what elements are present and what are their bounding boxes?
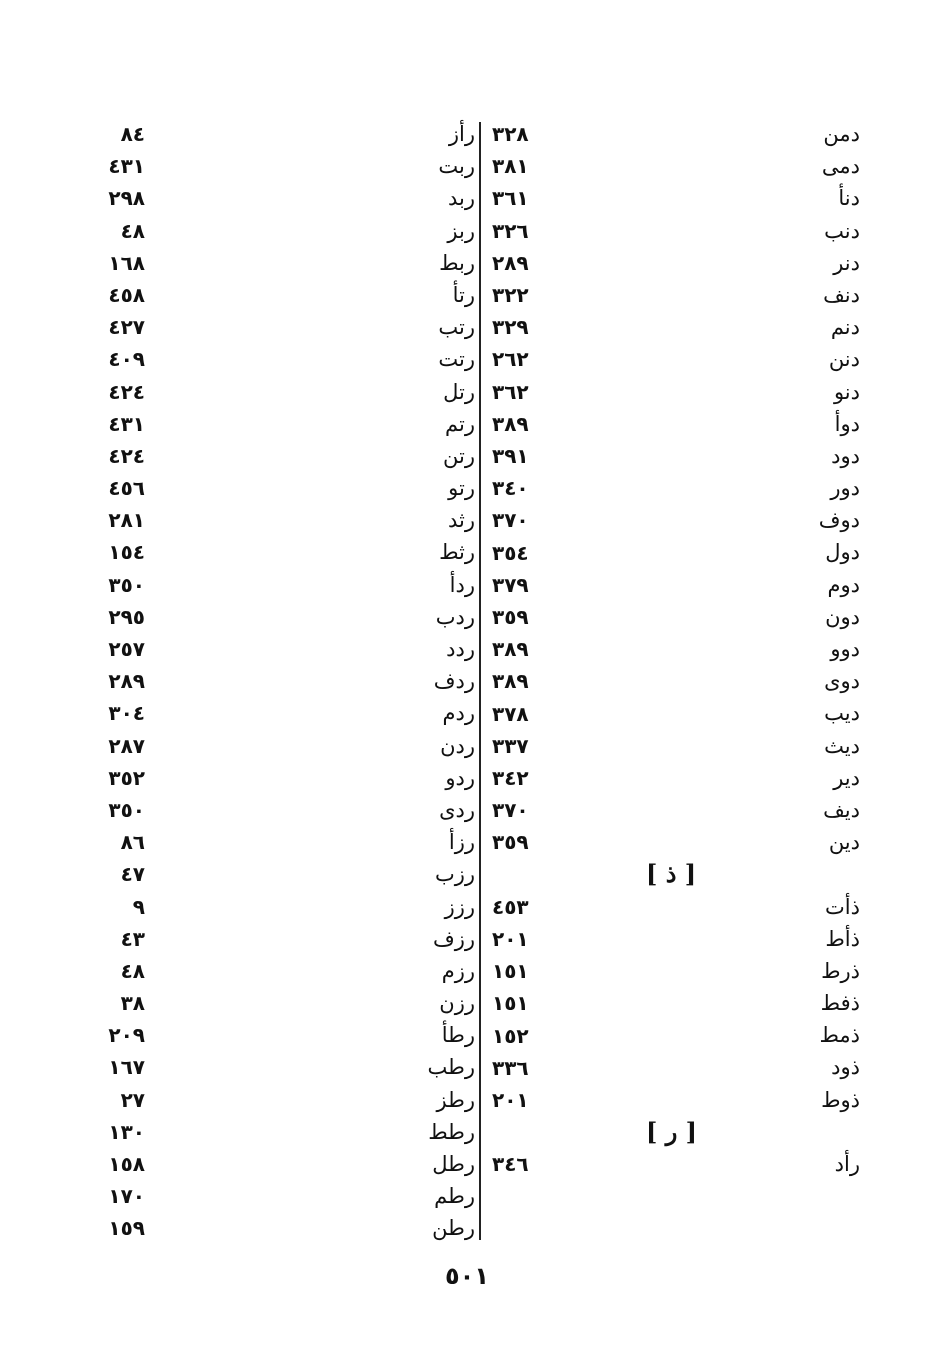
page-ref-number: ٤٣١ xyxy=(108,411,145,436)
root-word: ذفط xyxy=(820,991,860,1016)
root-word: ردو xyxy=(445,765,475,790)
page-ref-number: ٤٣١ xyxy=(108,154,145,179)
index-entry xyxy=(640,826,860,858)
index-entry xyxy=(640,923,860,955)
root-word: ردن xyxy=(440,733,475,758)
index-entry xyxy=(640,665,860,697)
page-ref-number: ٣٢٢ xyxy=(492,283,529,307)
root-word: ربت xyxy=(438,154,475,179)
page-ref-number: ٣٥٠ xyxy=(108,797,145,822)
index-entry xyxy=(640,376,860,408)
index-entry xyxy=(640,1051,860,1083)
index-entry xyxy=(640,601,860,633)
root-word: ردم xyxy=(442,701,475,726)
page-ref-number: ٣٢٦ xyxy=(492,218,529,243)
root-word: رطط xyxy=(428,1119,475,1144)
page-ref-number: ٣٨١ xyxy=(492,154,529,179)
root-word: دنر xyxy=(833,250,860,275)
index-entry xyxy=(640,279,860,311)
page-ref-number: ٣٥٩ xyxy=(492,605,529,629)
root-word: ذأط xyxy=(825,926,860,951)
page-ref-number: ١٧٠ xyxy=(108,1184,145,1209)
root-word: ذوط xyxy=(821,1087,860,1112)
page-ref-number: ٨٦ xyxy=(120,830,145,855)
page-ref-number: ١٥١ xyxy=(492,959,529,984)
root-word: رزف xyxy=(432,926,475,951)
page-ref-number: ٤٨ xyxy=(120,218,145,243)
page-ref-number: ٣٥٩ xyxy=(492,830,529,855)
page-ref-number: ٣٩١ xyxy=(492,444,529,468)
page-ref-number: ٢٨١ xyxy=(108,508,145,533)
root-word: ردد xyxy=(446,637,475,661)
column-divider xyxy=(479,122,481,1240)
root-word: ديب xyxy=(824,701,860,726)
root-word: رثط xyxy=(439,540,475,565)
root-word: رتم xyxy=(445,411,475,436)
index-entry xyxy=(640,730,860,762)
page-ref-number: ٣٢٩ xyxy=(492,315,529,340)
page-ref-number: ٢٩٥ xyxy=(108,604,145,629)
page-ref-number: ٤٣ xyxy=(120,926,145,951)
page-ref-number: ٣٥٠ xyxy=(108,572,145,597)
page-ref-number: ١٥٨ xyxy=(108,1152,145,1176)
page-ref-number: ٢٦٢ xyxy=(492,347,529,372)
page-ref-number: ٤٨ xyxy=(120,958,145,983)
page-ref-number: ٤٠٩ xyxy=(108,347,145,372)
page-ref-number: ٣٧٨ xyxy=(492,701,529,726)
page-ref-number: ٣٤٠ xyxy=(492,476,529,501)
page-ref-number: ٣٤٦ xyxy=(492,1152,529,1177)
root-word: ردى xyxy=(439,797,475,822)
page-ref-number: ٣٧٠ xyxy=(492,798,529,823)
page-ref-number: ١٦٧ xyxy=(108,1055,145,1080)
page-ref-number: ١٥١ xyxy=(492,991,529,1016)
page-ref-number: ٢٨٩ xyxy=(108,669,145,694)
page-ref-number: ١٥٢ xyxy=(492,1023,529,1048)
index-entry xyxy=(640,987,860,1019)
root-word: دول xyxy=(825,540,860,565)
page-ref-number: ٣٨٩ xyxy=(492,669,529,694)
page-ref-column-left xyxy=(85,118,145,1245)
root-word: ذرط xyxy=(821,958,860,983)
root-word: ذأت xyxy=(825,894,860,919)
root-word: رأز xyxy=(448,122,475,146)
root-word: رطل xyxy=(432,1152,475,1176)
index-entry xyxy=(640,150,860,182)
root-word: ربط xyxy=(439,250,475,275)
root-word: ربز xyxy=(447,218,475,243)
letter-section-heading: [ ر ] xyxy=(646,1116,698,1146)
index-entry xyxy=(640,182,860,214)
root-word: ردأ xyxy=(449,572,475,597)
root-word: ردف xyxy=(433,669,475,694)
root-word: رزب xyxy=(434,862,475,887)
root-word: دوى xyxy=(824,669,860,694)
page-ref-number: ٤٥٣ xyxy=(492,894,529,919)
root-word: دنن xyxy=(828,347,860,372)
root-word: رطب xyxy=(427,1055,475,1080)
root-word: دنأ xyxy=(838,186,860,211)
root-word: رتب xyxy=(438,315,475,340)
page-ref-number: ٣٤٢ xyxy=(492,766,529,790)
index-entry xyxy=(640,762,860,794)
root-word: رتن xyxy=(443,443,475,468)
index-entry xyxy=(640,247,860,279)
page-ref-number: ٣٥٤ xyxy=(492,540,529,565)
index-entry xyxy=(640,118,860,150)
root-word: ديث xyxy=(824,733,860,758)
page-ref-number: ٣٠٤ xyxy=(108,701,145,726)
index-entry xyxy=(640,891,860,923)
root-word: دور xyxy=(830,476,860,501)
page-ref-number: ١٥٩ xyxy=(108,1216,145,1241)
page-ref-number: ٣٣٧ xyxy=(492,733,529,758)
index-entry xyxy=(640,536,860,568)
page-ref-number: ٢٨٧ xyxy=(108,733,145,758)
root-word: رتت xyxy=(438,347,475,372)
page-ref-number: ٣٨ xyxy=(120,991,145,1016)
page-ref-number: ٤٢٤ xyxy=(108,443,145,468)
page-ref-number: ٢٠١ xyxy=(492,927,529,951)
page-ref-number: ٣٢٨ xyxy=(492,122,529,146)
index-entry xyxy=(640,440,860,472)
root-word: دوو xyxy=(830,637,860,661)
letter-section-heading: [ ذ ] xyxy=(646,859,697,889)
root-word: رزز xyxy=(444,894,475,919)
root-word: رطز xyxy=(436,1087,475,1112)
index-entry xyxy=(640,569,860,601)
page-ref-number: ٣٨٩ xyxy=(492,637,529,662)
root-column-right xyxy=(640,118,860,1180)
page-ref-number: ٢٨٩ xyxy=(492,250,529,275)
page-ref-number: ٢٧ xyxy=(120,1087,145,1112)
index-entry xyxy=(640,1084,860,1116)
root-word: دنو xyxy=(833,379,860,404)
root-word: دود xyxy=(831,443,860,468)
page-ref-number: ١٣٠ xyxy=(108,1119,145,1144)
page-ref-number: ٣٨٩ xyxy=(492,411,529,436)
page-ref-number: ١٥٤ xyxy=(108,540,145,565)
index-entry xyxy=(640,343,860,375)
index-entry xyxy=(640,504,860,536)
root-word: رزأ xyxy=(448,830,475,855)
index-entry xyxy=(640,794,860,826)
root-word: رطن xyxy=(432,1216,475,1241)
root-word: ديف xyxy=(823,797,860,822)
page-ref-number: ٩ xyxy=(132,894,145,919)
root-word: رثد xyxy=(447,508,475,533)
root-word: ذمط xyxy=(819,1023,860,1048)
page-ref-number: ٢٠٩ xyxy=(108,1023,145,1048)
root-word: دوف xyxy=(818,508,860,533)
page-ref-number: ٤٢٤ xyxy=(108,379,145,404)
index-entry xyxy=(640,408,860,440)
page-ref-number: ٤٧ xyxy=(120,862,145,887)
index-entry xyxy=(640,311,860,343)
root-word: دوأ xyxy=(834,411,860,436)
page-number: ٥٠١ xyxy=(445,1262,489,1290)
index-entry xyxy=(640,215,860,247)
root-word: رتأ xyxy=(452,282,475,307)
page-ref-number: ٢٥٧ xyxy=(108,637,145,661)
page-ref-number: ٤٥٨ xyxy=(108,282,145,307)
page-ref-number: ٣٦٢ xyxy=(492,379,529,404)
page-ref-number: ٣٧٠ xyxy=(492,508,529,533)
root-word: ربد xyxy=(447,186,475,211)
page-ref-number: ٤٢٧ xyxy=(108,315,145,340)
root-word: دنم xyxy=(830,315,860,340)
page-ref-number: ٤٥٦ xyxy=(108,476,145,501)
root-word: دنف xyxy=(823,282,860,307)
index-entry xyxy=(640,697,860,729)
root-word: دنب xyxy=(824,218,860,243)
index-entry xyxy=(640,1019,860,1051)
root-word: دمى xyxy=(821,154,860,179)
page-ref-number: ٣٧٩ xyxy=(492,572,529,597)
page-ref-number: ٣٣٦ xyxy=(492,1055,529,1080)
page-ref-number: ٨٤ xyxy=(120,122,145,146)
root-word: دون xyxy=(825,604,860,629)
page-ref-number: ٣٥٢ xyxy=(108,765,145,790)
root-word: رتو xyxy=(448,476,475,501)
index-entry xyxy=(640,633,860,665)
page-ref-number: ١٦٨ xyxy=(108,250,145,275)
root-word: رأد xyxy=(834,1152,860,1176)
page-ref-number: ٢٠١ xyxy=(492,1088,529,1112)
page-ref-number: ٢٩٨ xyxy=(108,186,145,211)
index-entry xyxy=(640,955,860,987)
root-word: دمن xyxy=(823,122,860,146)
root-word: رتل xyxy=(443,379,475,404)
root-word: ذود xyxy=(831,1055,860,1080)
root-word: دوم xyxy=(827,572,860,597)
root-word: دير xyxy=(833,765,860,790)
root-column-middle xyxy=(415,118,475,1245)
page-ref-number: ٣٦١ xyxy=(492,186,529,211)
index-entry xyxy=(640,472,860,504)
root-word: رطم xyxy=(434,1184,475,1209)
index-entry xyxy=(640,1148,860,1180)
root-word: ردب xyxy=(435,604,475,629)
root-word: دين xyxy=(828,830,860,855)
root-word: رزن xyxy=(439,991,475,1016)
root-word: رزم xyxy=(441,958,475,983)
root-word: رطأ xyxy=(441,1023,475,1048)
